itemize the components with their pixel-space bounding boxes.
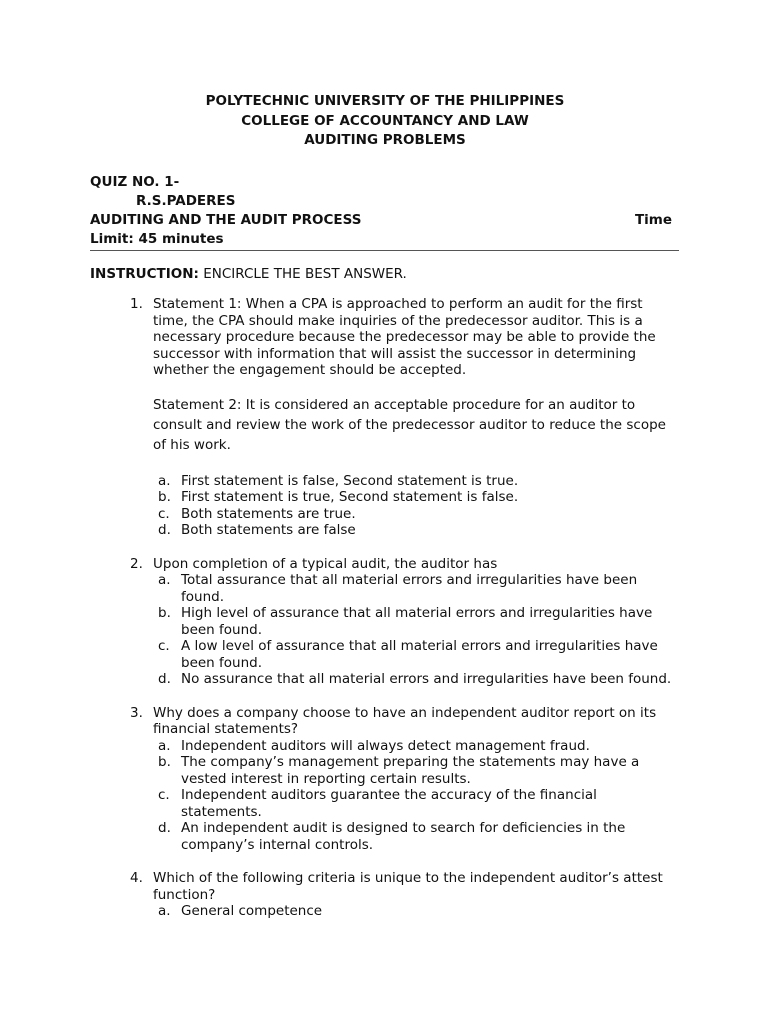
option-text: Both statements are true. <box>181 505 356 522</box>
answer-option[interactable] <box>153 671 680 688</box>
answer-option[interactable] <box>153 572 680 605</box>
quiz-number: QUIZ NO. 1- <box>90 173 180 190</box>
college-name: COLLEGE OF ACCOUNTANCY AND LAW <box>241 112 529 129</box>
option-text: Total assurance that all material errors and irregularities have been found. <box>181 572 638 605</box>
answer-option[interactable] <box>153 820 680 853</box>
question-number: 1. <box>130 296 143 312</box>
option-letter: d. <box>158 671 171 687</box>
answer-option[interactable] <box>153 473 680 490</box>
option-letter: c. <box>158 787 170 803</box>
question-1 <box>90 296 680 539</box>
instruction-label: INSTRUCTION: <box>90 265 199 282</box>
option-letter: c. <box>158 505 170 522</box>
option-text: First statement is true, Second statement is false. <box>181 489 519 505</box>
option-text: High level of assurance that all material errors and irregularities have been found. <box>181 605 653 638</box>
course-title: AUDITING PROBLEMS <box>304 132 466 148</box>
question-3 <box>90 705 680 854</box>
option-letter: b. <box>158 605 171 621</box>
answer-option[interactable] <box>153 506 680 523</box>
question-4 <box>90 870 680 920</box>
option-text: Independent auditors guarantee the accuracy of the financial statements. <box>181 787 597 820</box>
option-text: No assurance that all material errors and irregularities have been found. <box>181 671 672 687</box>
option-letter: b. <box>158 754 171 770</box>
question-statement-2: Statement 2: It is considered an acceptable procedure for an auditor to consult and review the work of the predecessor auditor to reduce the scope of his work. <box>153 396 666 453</box>
question-text: Upon completion of a typical audit, the auditor has <box>153 555 498 572</box>
instruction-line <box>90 266 680 283</box>
university-name: POLYTECHNIC UNIVERSITY OF THE PHILIPPINES <box>205 93 565 109</box>
option-text: Independent auditors will always detect management fraud. <box>181 737 590 754</box>
question-list <box>90 296 680 920</box>
option-text: A low level of assurance that all material errors and irregularities have been found. <box>181 638 658 671</box>
question-number: 2. <box>130 555 143 572</box>
instruction-text: ENCIRCLE THE BEST ANSWER. <box>198 265 407 282</box>
time-word: Time <box>634 211 672 228</box>
option-letter: d. <box>158 522 171 538</box>
quiz-document <box>90 92 680 937</box>
time-limit: Limit: 45 minutes <box>90 230 224 247</box>
answer-option[interactable] <box>153 638 680 671</box>
option-text: Both statements are false <box>181 522 356 538</box>
answer-option[interactable] <box>153 738 680 755</box>
option-letter: c. <box>158 638 170 654</box>
question-text: Why does a company choose to have an independent auditor report on its financial statements? <box>153 704 657 737</box>
answer-option[interactable] <box>153 489 680 506</box>
answer-options <box>153 572 680 688</box>
topic-row <box>90 211 680 230</box>
question-statement-1: Statement 1: When a CPA is approached to perform an audit for the first time, the CPA should make inquiries of the predecessor auditor. This is a necessary procedure because the predecessor may be able to provide the successor with information that will assist the successor in determining whether the engagement should be accepted. <box>153 296 656 378</box>
question-2 <box>90 556 680 688</box>
document-header <box>90 92 680 151</box>
option-letter: b. <box>158 489 171 505</box>
header-divider <box>90 250 679 251</box>
question-number: 4. <box>130 870 143 886</box>
option-letter: a. <box>158 572 171 588</box>
option-letter: d. <box>158 820 171 836</box>
answer-options <box>153 473 680 539</box>
answer-option[interactable] <box>153 754 680 787</box>
answer-options <box>153 903 680 920</box>
quiz-topic: AUDITING AND THE AUDIT PROCESS <box>90 211 362 228</box>
option-text: An independent audit is designed to search for deficiencies in the company’s internal controls. <box>181 820 626 853</box>
answer-options <box>153 738 680 854</box>
option-text: The company’s management preparing the statements may have a vested interest in reporting certain results. <box>181 754 640 787</box>
question-text: Which of the following criteria is unique to the independent auditor’s attest function? <box>153 870 663 903</box>
answer-option[interactable] <box>153 903 680 920</box>
option-letter: a. <box>158 737 171 754</box>
option-text: General competence <box>181 903 323 919</box>
quiz-meta <box>90 173 680 249</box>
answer-option[interactable] <box>153 605 680 638</box>
answer-option[interactable] <box>153 787 680 820</box>
question-number: 3. <box>130 704 143 721</box>
option-letter: a. <box>158 903 171 919</box>
option-letter: a. <box>158 472 171 489</box>
option-text: First statement is false, Second statement is true. <box>181 472 519 489</box>
answer-option[interactable] <box>153 522 680 539</box>
instructor-name: R.S.PADERES <box>136 192 236 209</box>
